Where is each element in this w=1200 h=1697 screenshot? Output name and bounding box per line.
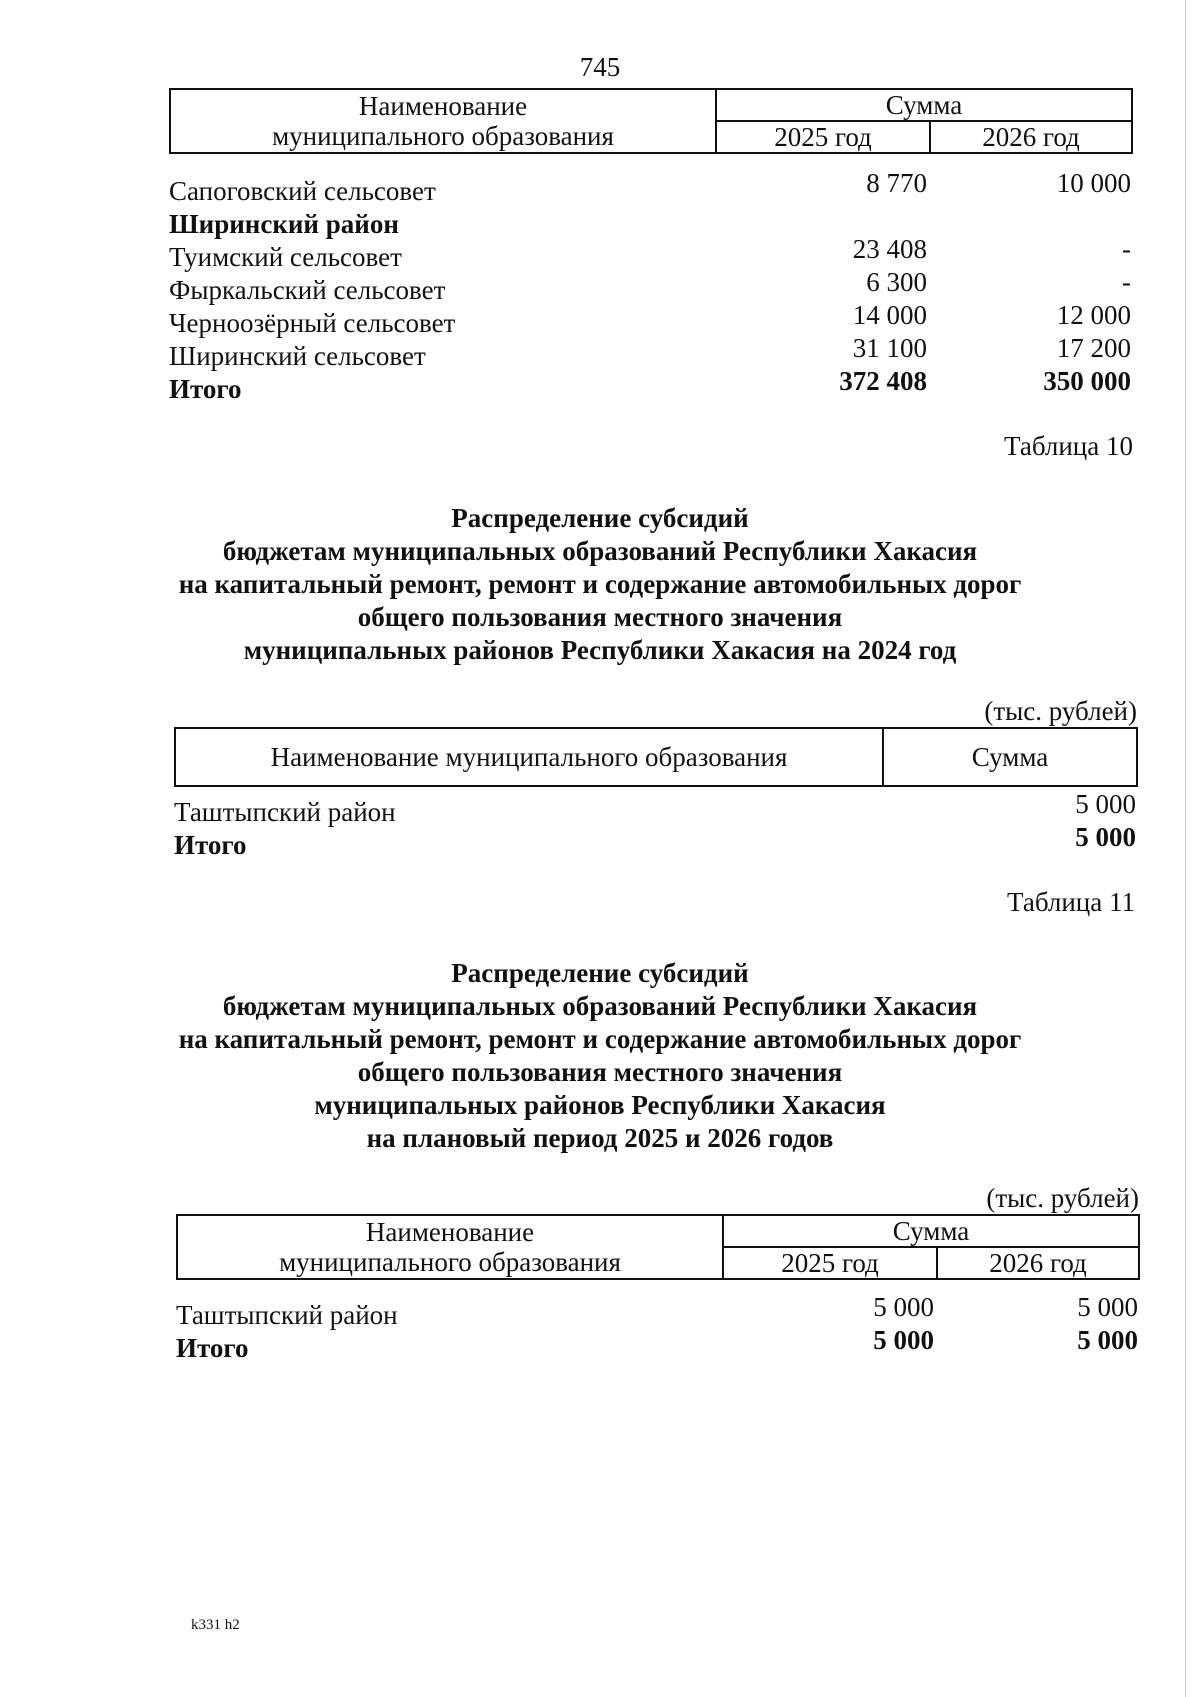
table9-body [169,168,1131,404]
table9-name-header: Наименование муниципального образования [170,89,716,153]
title-line: общего пользования местного значения [357,602,843,632]
row-name: Итого [174,830,247,860]
row-value: 8 770 [866,168,927,198]
table-row [169,234,1131,272]
table-row [176,1325,1138,1363]
title-line: муниципальных районов Республики Хакасия [314,1090,886,1120]
row-name: Сапоговский сельсовет [169,176,436,206]
title-line: Распределение субсидий [451,958,749,988]
page-number: 745 [579,52,621,82]
title-line: Распределение субсидий [451,503,749,533]
row-value: 6 300 [866,267,927,297]
table11-year2-header: 2026 год [937,1247,1139,1279]
table-row [169,366,1131,404]
table9-year2-header: 2026 год [930,121,1132,153]
table11-name-header: Наименование муниципального образования [177,1215,723,1279]
row-value: 10 000 [1056,168,1131,198]
row-value: 5 000 [1077,1325,1138,1355]
row-value: 14 000 [852,300,927,330]
row-value: - [1122,234,1131,264]
row-name: Таштыпский район [174,797,396,827]
row-value: 23 408 [852,234,927,264]
table-row [169,201,1131,239]
row-name: Черноозёрный сельсовет [169,308,456,338]
table-row [174,789,1136,827]
table-row [169,168,1131,206]
row-name: Ширинский район [169,209,399,239]
row-name: Таштыпский район [176,1300,398,1330]
table11-title [0,957,1200,1155]
table-row [174,822,1136,860]
row-value: 5 000 [1077,1292,1138,1322]
row-value: 5 000 [1075,789,1136,819]
title-line: общего пользования местного значения [357,1057,843,1087]
table10-title [0,502,1200,667]
row-value: - [1122,267,1131,297]
row-value: 5 000 [873,1325,934,1355]
row-value: 5 000 [873,1292,934,1322]
table-row [169,333,1131,371]
table11-sum-header: Сумма [723,1215,1139,1247]
row-name: Итого [176,1333,249,1363]
row-name: Туимский сельсовет [169,242,402,272]
table10-units: (тыс. рублей) [984,696,1137,726]
row-value: 5 000 [1075,822,1136,852]
table9-year1-header: 2025 год [716,121,930,153]
row-value: 350 000 [1043,366,1131,396]
row-name: Ширинский сельсовет [169,341,426,371]
row-name: Фыркальский сельсовет [169,275,446,305]
table11-units: (тыс. рублей) [986,1183,1139,1213]
table9-sum-header: Сумма [716,89,1132,121]
footer-code: k331 h2 [191,1617,240,1633]
title-line: бюджетам муниципальных образований Республики Хакасия [222,536,978,566]
table10-sum-header: Сумма [883,728,1137,786]
row-value: 17 200 [1056,333,1131,363]
title-line: на плановый период 2025 и 2026 годов [366,1123,834,1153]
title-line: муниципальных районов Республики Хакасия на 2024 год [243,635,957,665]
row-value: 31 100 [852,333,927,363]
table10-body [174,789,1136,860]
table11-body [176,1292,1138,1363]
row-value: 12 000 [1056,300,1131,330]
table-row [169,300,1131,338]
table10-label: Таблица 10 [1004,431,1133,461]
table10-name-header: Наименование муниципального образования [175,728,883,786]
table-row [176,1292,1138,1330]
table-row [169,267,1131,305]
table11-year1-header: 2025 год [723,1247,937,1279]
title-line: на капитальный ремонт, ремонт и содержание автомобильных дорог [178,1024,1022,1054]
title-line: на капитальный ремонт, ремонт и содержание автомобильных дорог [178,569,1022,599]
row-value: 372 408 [839,366,927,396]
table10-header [174,727,1138,787]
table11-header [176,1214,1140,1280]
row-name: Итого [169,374,242,404]
table11-label: Таблица 11 [1007,887,1135,917]
title-line: бюджетам муниципальных образований Республики Хакасия [222,991,978,1021]
page-edge-line [1185,0,1186,1697]
table9-header [169,88,1133,154]
